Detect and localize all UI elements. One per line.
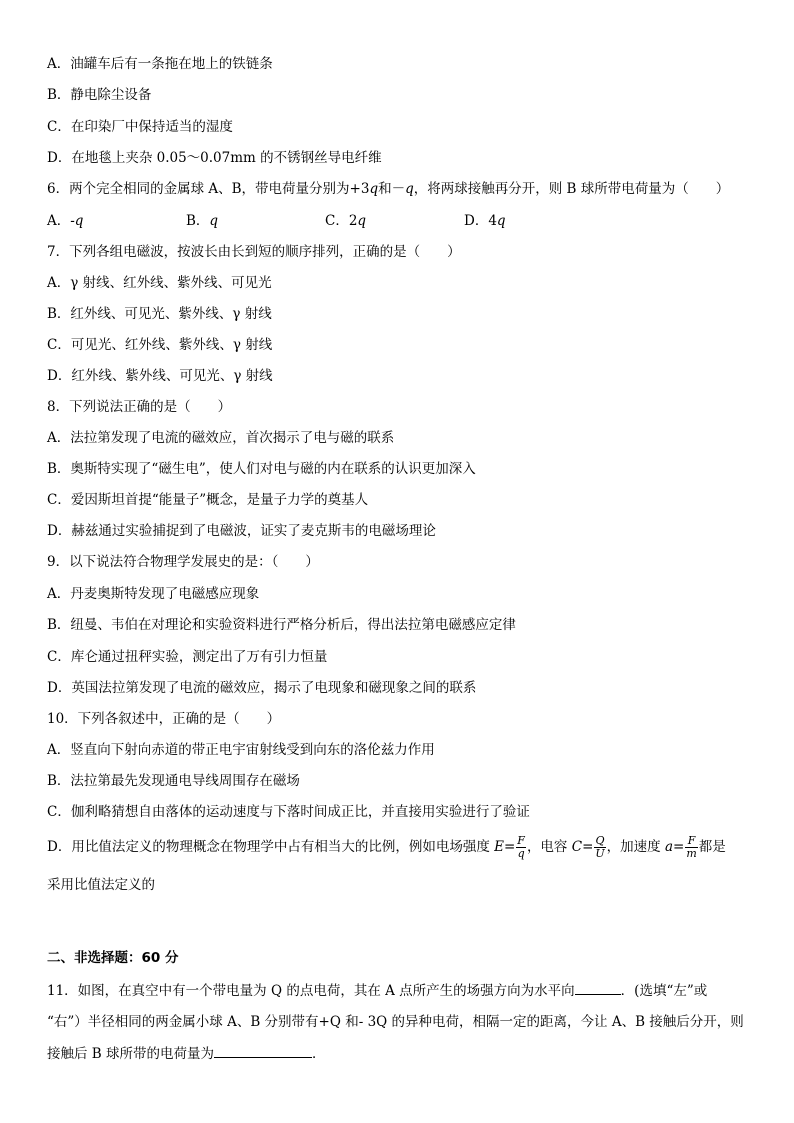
q6-option-c-label: C．2 — [325, 213, 358, 229]
q9-option-b: B．纽曼、韦伯在对理论和实验资料进行严格分析后，得出法拉第电磁感应定律 — [47, 617, 516, 633]
q10-d-a-symbol: a — [664, 839, 674, 855]
q6-option-c — [325, 211, 366, 231]
q11-line3 — [47, 1043, 326, 1064]
q10-stem: 10．下列各叙述中，正确的是（ ） — [47, 711, 281, 727]
q6-option-d-value: q — [496, 213, 506, 229]
q8-option-d: D．赫兹通过实验捕捉到了电磁波，证实了麦克斯韦的电磁场理论 — [47, 523, 436, 539]
q10-d-text3: ，加速度 — [606, 839, 665, 855]
q6-option-d — [464, 211, 506, 231]
q10-d-equals-1: = — [503, 839, 516, 855]
q9-option-d: D．英国法拉第发现了电流的磁效应，揭示了电现象和磁现象之间的联系 — [47, 680, 477, 696]
q6-stem — [47, 179, 729, 199]
q8-option-c: C．爱因斯坦首提“能量子”概念，是量子力学的奠基人 — [47, 492, 369, 508]
q10-option-a: A．竖直向下射向赤道的带正电宇宙射线受到向东的洛伦兹力作用 — [47, 742, 435, 758]
q10-d-fraction-f-over-q — [516, 835, 526, 860]
q10-option-c: C．伽利略猜想自由落体的运动速度与下落时间成正比，并直接用实验进行了验证 — [47, 804, 530, 820]
q11-answer-blank-2[interactable] — [214, 1043, 312, 1058]
q7-option-c: C．可见光、红外线、紫外线、γ 射线 — [47, 337, 273, 353]
q5-option-c: C．在印染厂中保持适当的湿度 — [47, 119, 233, 135]
q10-d-fraction-f-over-m — [685, 835, 697, 860]
q10-d-text1: D．用比值法定义的物理概念在物理学中占有相当大的比例，例如电场强度 — [47, 839, 495, 855]
q10-d-c-symbol: C — [571, 839, 583, 855]
q10-option-b: B．法拉第最先发现通电导线周围存在磁场 — [47, 773, 300, 789]
fraction-denominator: m — [686, 847, 697, 860]
q7-option-d: D．红外线、紫外线、可见光、γ 射线 — [47, 368, 273, 384]
q9-option-a: A．丹麦奥斯特发现了电磁感应现象 — [47, 586, 260, 602]
q7-stem: 7．下列各组电磁波，按波长由长到短的顺序排列，正确的是（ ） — [47, 244, 461, 260]
q7-option-b: B．红外线、可见光、紫外线、γ 射线 — [47, 306, 272, 322]
q6-stem-part2: 和－ — [378, 181, 406, 197]
q9-stem: 9．以下说法符合物理学发展史的是：（ ） — [47, 554, 319, 570]
q11-line2: “右”）半径相同的两金属小球 A、B 分别带有+Q 和- 3Q 的异种电荷，相隔一定的距离，今让 A、B 接触后分开，则 — [47, 1014, 744, 1030]
q8-option-a: A．法拉第发现了电流的磁效应，首次揭示了电与磁的联系 — [47, 430, 395, 446]
q8-option-b: B．奥斯特实现了“磁生电”，使人们对电与磁的内在联系的认识更加深入 — [47, 461, 476, 477]
q6-q1: q — [369, 181, 379, 197]
q7-option-a: A．γ 射线、红外线、紫外线、可见光 — [47, 275, 272, 291]
fraction-denominator: U — [595, 847, 605, 860]
q11-text3: 接触后 B 球所带的电荷量为 — [47, 1046, 215, 1062]
fraction-numerator: Q — [595, 834, 605, 847]
q11-line1 — [47, 980, 707, 1001]
q11-answer-blank-1[interactable] — [575, 980, 621, 995]
q10-d-e-symbol: E — [494, 839, 504, 855]
q6-option-a-value: -q — [70, 213, 84, 229]
q10-d-text4: 都是 — [698, 839, 726, 855]
q11-text1: 11．如图，在真空中有一个带电量为 Q 的点电荷，其在 A 点所产生的场强方向为水平向 — [47, 983, 575, 999]
q6-option-a — [47, 211, 83, 231]
fraction-numerator: F — [517, 834, 525, 847]
q6-option-b-label: B． — [186, 213, 210, 229]
q9-option-c: C．库仑通过扭秤实验，测定出了万有引力恒量 — [47, 649, 328, 665]
q6-option-b — [186, 211, 218, 231]
q11-text4: ． — [312, 1046, 326, 1062]
section-title: 二、非选择题：60 分 — [47, 950, 179, 966]
q6-option-d-label: D．4 — [464, 213, 497, 229]
q6-option-b-value: q — [209, 213, 219, 229]
q6-stem-part3: ，将两球接触再分开，则 B 球所带电荷量为（ ） — [413, 181, 730, 197]
q5-option-b: B．静电除尘设备 — [47, 87, 152, 103]
q11-text2: ．(选填“左”或 — [620, 983, 708, 999]
q10-d-equals-2: = — [582, 839, 594, 855]
q8-stem: 8．下列说法正确的是（ ） — [47, 399, 232, 415]
q10-option-d — [47, 833, 726, 861]
q6-stem-part1: 6．两个完全相同的金属球 A、B，带电荷量分别为+3 — [47, 181, 370, 197]
q5-option-d: D．在地毯上夹杂 0.05～0.07mm 的不锈钢丝导电纤维 — [47, 150, 382, 166]
q10-d-equals-3: = — [673, 839, 685, 855]
q10-option-d-continued: 采用比值法定义的 — [47, 877, 155, 893]
fraction-numerator: F — [685, 835, 697, 848]
q5-option-a: A．油罐车后有一条拖在地上的铁链条 — [47, 56, 273, 72]
q6-q2: q — [405, 181, 414, 197]
q6-option-a-label: A． — [47, 213, 71, 229]
q10-d-fraction-q-over-u — [594, 835, 605, 860]
fraction-denominator: q — [517, 847, 525, 860]
q10-d-text2: ，电容 — [526, 839, 572, 855]
q6-option-c-value: q — [357, 213, 367, 229]
